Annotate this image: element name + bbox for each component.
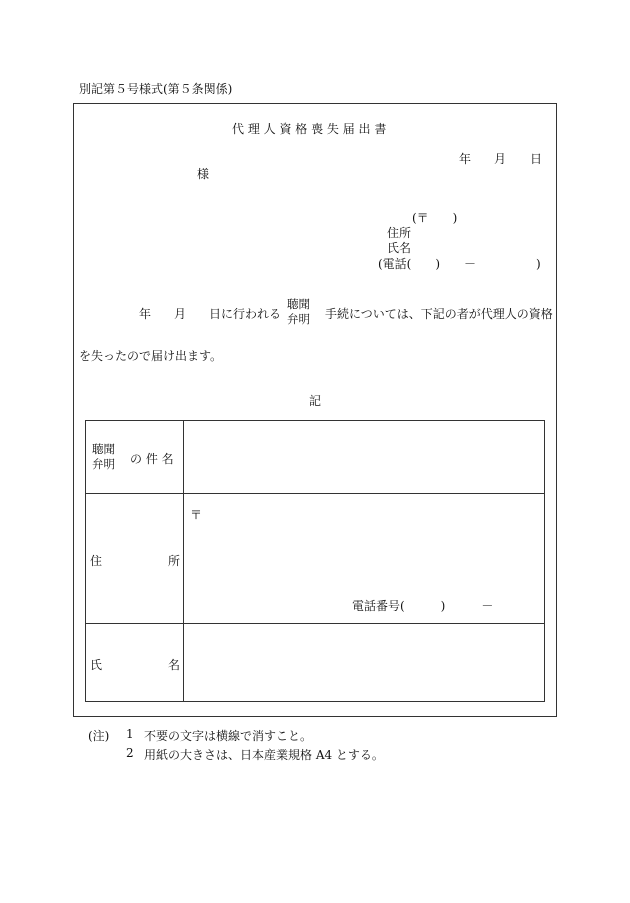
row1-case-name-label: の 件 名: [130, 452, 174, 466]
row3-label-right: 名: [168, 658, 181, 672]
body-year: 年: [139, 307, 152, 321]
date-year: 年: [459, 152, 472, 166]
form-title: 代 理 人 資 格 喪 失 届 出 書: [232, 122, 387, 136]
row2-phone: 電話番号( ) －: [352, 599, 494, 613]
ki-label: 記: [309, 394, 322, 408]
body-text-line2: を失ったので届け出ます。: [79, 349, 223, 363]
row1-explanation: 弁明: [92, 457, 115, 471]
table-row-divider: [86, 493, 544, 494]
table-column-divider: [183, 421, 184, 701]
body-procedure-choice: [287, 297, 310, 327]
note-2-text: 用紙の大きさは、日本産業規格 A4 とする。: [144, 748, 384, 762]
form-number: 別記第５号様式(第５条関係): [79, 82, 233, 96]
body-month: 月: [174, 307, 187, 321]
row2-postal-mark: 〒: [190, 508, 203, 522]
row1-hearing: 聴聞: [92, 442, 115, 456]
body-day-held: 日に行われる: [209, 307, 282, 321]
row2-label-left: 住: [90, 554, 103, 568]
body-procedure-explanation: 弁明: [287, 312, 310, 326]
note-1-text: 不要の文字は横線で消すこと。: [144, 729, 313, 743]
row2-label-right: 所: [168, 554, 181, 568]
applicant-name-label: 氏名: [387, 241, 412, 255]
row3-label-left: 氏: [90, 658, 103, 672]
addressee-suffix: 様: [197, 167, 210, 181]
applicant-postal: (〒 ): [412, 211, 458, 225]
note-1-number: 1: [126, 727, 134, 741]
notes-label: (注): [88, 729, 110, 743]
body-text-line1: 手続については、下記の者が代理人の資格: [325, 307, 553, 321]
body-procedure-hearing: 聴聞: [287, 297, 310, 311]
applicant-address-label: 住所: [387, 226, 412, 240]
applicant-phone: (電話( ) － ): [378, 257, 541, 271]
date-day: 日: [530, 152, 543, 166]
date-month: 月: [494, 152, 507, 166]
table-row-divider: [86, 623, 544, 624]
row1-procedure-choice: [92, 442, 115, 472]
note-2-number: 2: [126, 746, 134, 760]
